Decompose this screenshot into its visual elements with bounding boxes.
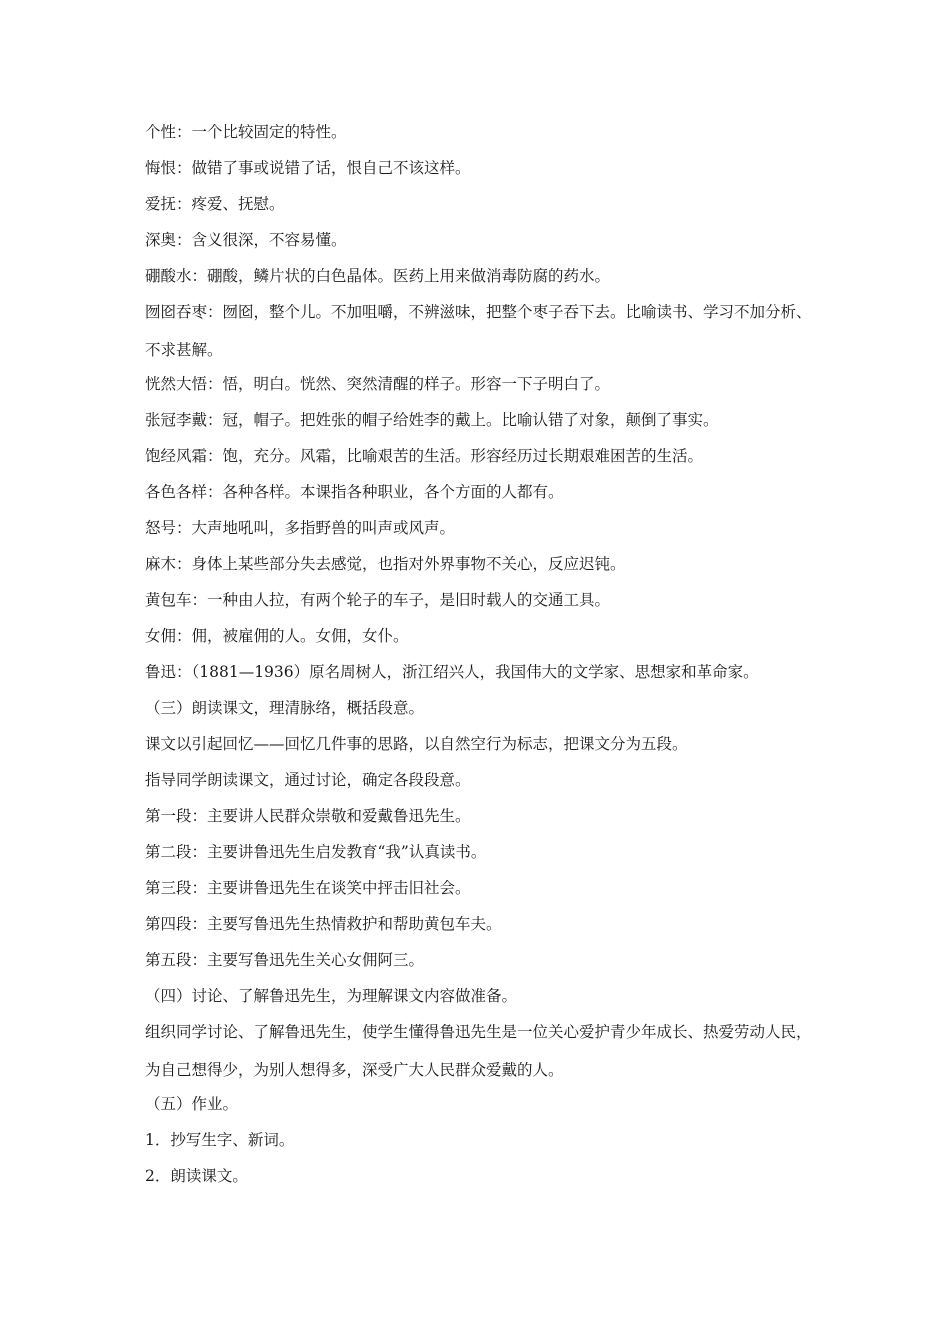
segment-4: 第四段：主要写鲁迅先生热情救护和帮助黄包车夫。 (145, 915, 502, 933)
term-huangbaoche: 黄包车：一种由人拉，有两个轮子的车子，是旧时载人的交通工具。 (145, 591, 611, 609)
homework-item-2: 2．朗读课文。 (145, 1167, 248, 1185)
segment-2: 第二段：主要讲鲁迅先生启发教育“我”认真读书。 (145, 843, 487, 861)
term-nvyong: 女佣：佣，被雇佣的人。女佣，女仆。 (145, 627, 409, 645)
term-luxun: 鲁迅：（1881—1936）原名周树人，浙江绍兴人，我国伟大的文学家、思想家和革命家。 (145, 663, 759, 681)
term-hulun-tunzao: 囫囵吞枣：囫囵，整个儿。不加咀嚼，不辨滋味，把整个枣子吞下去。比喻读书、学习不加分析、不求甚解。 (145, 303, 812, 359)
paragraph: 课文以引起回忆——回忆几件事的思路，以自然空行为标志，把课文分为五段。 (145, 735, 688, 753)
term-aifu: 爱抚：疼爱、抚慰。 (145, 195, 285, 213)
term-nuhao: 怒号：大声地吼叫，多指野兽的叫声或风声。 (145, 519, 456, 537)
term-pengsuanshui: 硼酸水：硼酸，鳞片状的白色晶体。医药上用来做消毒防腐的药水。 (145, 267, 611, 285)
term-mamu: 麻木：身体上某些部分失去感觉，也指对外界事物不关心，反应迟钝。 (145, 555, 626, 573)
term-gexing: 个性：一个比较固定的特性。 (145, 123, 347, 141)
segment-3: 第三段：主要讲鲁迅先生在谈笑中抨击旧社会。 (145, 879, 471, 897)
term-gese-geyang: 各色各样：各种各样。本课指各种职业，各个方面的人都有。 (145, 483, 564, 501)
term-huangran-dawu: 恍然大悟：悟，明白。恍然、突然清醒的样子。形容一下子明白了。 (145, 375, 611, 393)
term-shenao: 深奥：含义很深，不容易懂。 (145, 231, 347, 249)
paragraph: 组织同学讨论、了解鲁迅先生，使学生懂得鲁迅先生是一位关心爱护青少年成长、热爱劳动人民，为自己想得少，为别人想得多，深受广大人民群众爱戴的人。 (145, 1023, 812, 1079)
term-huihen: 悔恨：做错了事或说错了话，恨自己不该这样。 (145, 159, 471, 177)
segment-1: 第一段：主要讲人民群众崇敬和爱戴鲁迅先生。 (145, 807, 471, 825)
segment-5: 第五段：主要写鲁迅先生关心女佣阿三。 (145, 951, 425, 969)
section-heading-4: （四）讨论、了解鲁迅先生，为理解课文内容做准备。 (145, 987, 518, 1005)
section-heading-3: （三）朗读课文，理清脉络，概括段意。 (145, 699, 425, 717)
term-zhangguan-lidai: 张冠李戴：冠，帽子。把姓张的帽子给姓李的戴上。比喻认错了对象，颠倒了事实。 (145, 411, 719, 429)
paragraph: 指导同学朗读课文，通过讨论，确定各段段意。 (145, 771, 471, 789)
term-baojing-fengshuang: 饱经风霜：饱，充分。风霜，比喻艰苦的生活。形容经历过长期艰难困苦的生活。 (145, 447, 704, 465)
section-heading-5: （五）作业。 (145, 1095, 239, 1113)
homework-item-1: 1．抄写生字、新词。 (145, 1131, 295, 1149)
